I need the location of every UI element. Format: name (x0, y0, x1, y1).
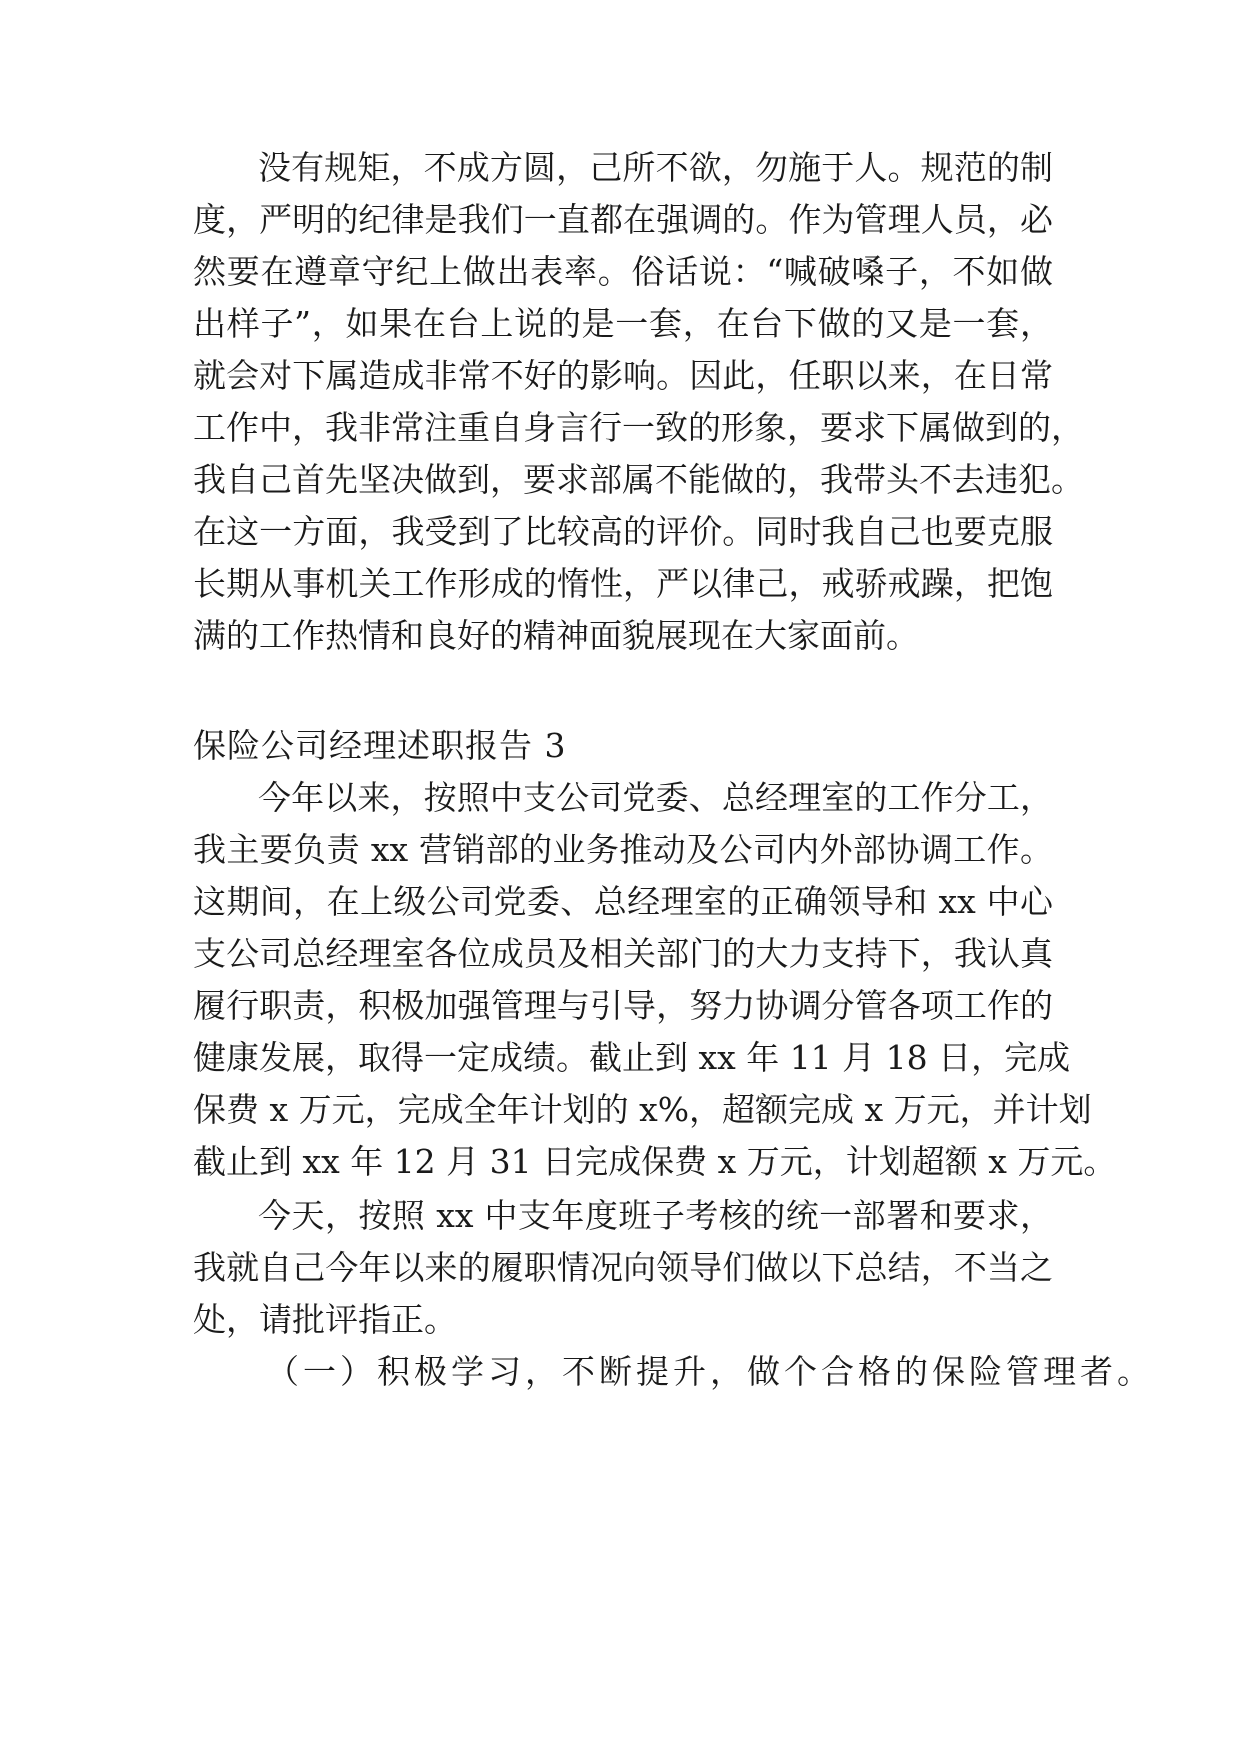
paragraph-line: 工作中，我非常注重自身言行一致的形象，要求下属做到的， (193, 408, 1084, 447)
section-heading: 保险公司经理述职报告 3 (193, 726, 567, 765)
paragraph-line: 出样子”，如果在台上说的是一套，在台下做的又是一套， (193, 304, 1053, 343)
paragraph-line: 没有规矩，不成方圆，己所不欲，勿施于人。规范的制 (258, 148, 1053, 187)
paragraph-line: 就会对下属造成非常不好的影响。因此，任职以来，在日常 (193, 356, 1053, 395)
paragraph-line: 我自己首先坚决做到，要求部属不能做的，我带头不去违犯。 (193, 460, 1084, 499)
subsection-heading: （一）积极学习，不断提升，做个合格的保险管理者。 (266, 1352, 1154, 1391)
paragraph-line: 今年以来，按照中支公司党委、总经理室的工作分工， (258, 778, 1053, 817)
paragraph-line: 健康发展，取得一定成绩。截止到 xx 年 11 月 18 日，完成 (193, 1038, 1071, 1077)
paragraph-line: 处，请批评指正。 (193, 1300, 457, 1339)
paragraph-line: 保费 x 万元，完成全年计划的 x%，超额完成 x 万元，并计划 (193, 1090, 1092, 1129)
paragraph-line: 度，严明的纪律是我们一直都在强调的。作为管理人员，必 (193, 200, 1053, 239)
paragraph-line: 我就自己今年以来的履职情况向领导们做以下总结，不当之 (193, 1248, 1053, 1287)
paragraph-line: 支公司总经理室各位成员及相关部门的大力支持下，我认真 (193, 934, 1053, 973)
paragraph-line: 在这一方面，我受到了比较高的评价。同时我自己也要克服 (193, 512, 1053, 551)
paragraph-line: 然要在遵章守纪上做出表率。俗话说：“喊破嗓子，不如做 (193, 252, 1053, 291)
paragraph-line: 今天，按照 xx 中支年度班子考核的统一部署和要求， (258, 1196, 1053, 1235)
paragraph-line: 履行职责，积极加强管理与引导，努力协调分管各项工作的 (193, 986, 1053, 1025)
paragraph-line: 长期从事机关工作形成的惰性，严以律己，戒骄戒躁，把饱 (193, 564, 1053, 603)
paragraph-line: 这期间，在上级公司党委、总经理室的正确领导和 xx 中心 (193, 882, 1053, 921)
paragraph-line: 满的工作热情和良好的精神面貌展现在大家面前。 (193, 616, 919, 655)
paragraph-line: 截止到 xx 年 12 月 31 日完成保费 x 万元，计划超额 x 万元。 (193, 1142, 1117, 1181)
paragraph-line: 我主要负责 xx 营销部的业务推动及公司内外部协调工作。 (193, 830, 1053, 869)
